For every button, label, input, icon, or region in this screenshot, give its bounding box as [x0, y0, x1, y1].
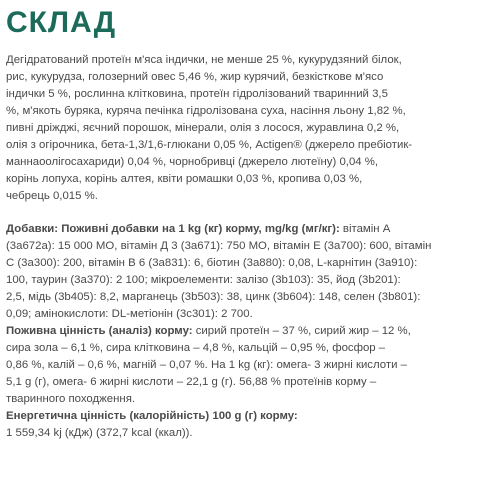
- composition-line: олія з огірочника, бета-1,3/1,6-глюкани 0,05 %, Actigen® (джерело пребіотик-: [6, 139, 413, 151]
- additives-label: Добавки: Поживні добавки на 1 kg (кг) корму, mg/kg (мг/кг):: [6, 223, 340, 235]
- composition-line: %, м'якоть буряка, куряча печінка гідролізована суха, насіння льону 1,82 %,: [6, 105, 406, 117]
- nutrition-line: сирий протеїн – 37 %, сирий жир – 12 %,: [192, 325, 411, 337]
- composition-text: [6, 52, 500, 205]
- additives-line: С (3a300): 200, вітамін В 6 (3a831): 6, біотин (3a880): 0,08, L-карнітин (3a910):: [6, 257, 418, 269]
- nutrition-label: Поживна цінність (аналіз) корму:: [6, 325, 193, 337]
- composition-line: корінь лопуха, корінь алтея, квіти ромашки 0,03 %, кропива 0,03 %,: [6, 173, 363, 185]
- composition-line: Дегідратований протеїн м'яса індички, не менше 25 %, кукурудзяний білок,: [6, 54, 402, 66]
- composition-line: пивні дріжджі, яєчний порошок, мінерали, олія з лосося, журавлина 0,2 %,: [6, 122, 400, 134]
- nutrition-line: 0,86 %, калій – 0,6 %, магній – 0,07 %. На 1 kg (кг): омега- 3 жирні кислоти –: [6, 359, 407, 371]
- nutrition-line: сира зола – 6,1 %, сира клітковина – 4,8 %, кальцій – 0,95 %, фосфор –: [6, 342, 386, 354]
- additives-line: 100, таурин (3a370): 2 100; мікроелементи: залізо (3b103): 35, йод (3b201):: [6, 274, 401, 286]
- additives-section: [6, 221, 500, 442]
- additives-line: вітамін А: [339, 223, 391, 235]
- composition-line: чебрець 0,015 %.: [6, 190, 98, 202]
- additives-line: (3a672a): 15 000 МО, вітамін Д 3 (3a671): 750 МО, вітамін Е (3a700): 600, вітамін: [6, 240, 432, 252]
- energy-value: 1 559,34 kj (кДж) (372,7 kcal (ккал)).: [6, 427, 193, 439]
- energy-label: Енергетична цінність (калорійність) 100 g (г) корму:: [6, 410, 298, 422]
- composition-line: індички 5 %, рослинна клітковина, протеїн гідролізований тваринний 3,5: [6, 88, 388, 100]
- additives-line: 0,09; амінокислоти: DL-метіонін (3c301): 2 700.: [6, 308, 253, 320]
- nutrition-line: 5,1 g (г), омега- 6 жирні кислоти – 22,1 g (г). 56,88 % протеїнів корму –: [6, 376, 377, 388]
- page-title: СКЛАД: [6, 6, 117, 39]
- nutrition-line: тваринного походження.: [6, 393, 136, 405]
- composition-line: рис, кукурудза, голозерний овес 5,46 %, жир курячий, безкісткове м'ясо: [6, 71, 384, 83]
- additives-line: 2,5, мідь (3b405): 8,2, марганець (3b503): 38, цинк (3b604): 148, селен (3b801):: [6, 291, 421, 303]
- composition-line: маннаоолігосахариди) 0,04 %, чорнобривці (джерело лютеїну) 0,04 %,: [6, 156, 379, 168]
